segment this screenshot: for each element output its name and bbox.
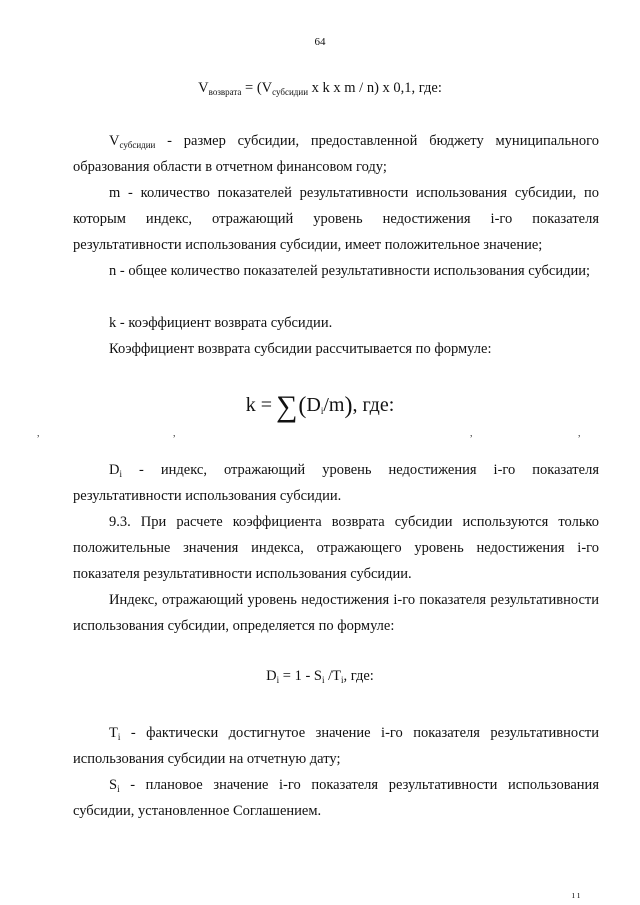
formula-text: = 1 - S <box>279 668 322 684</box>
formula-subscript: возврата <box>208 87 242 97</box>
formula-subscript: i <box>320 406 324 416</box>
formula-subscript: i <box>341 675 344 685</box>
scan-tick-mark: ı ı <box>572 890 581 901</box>
subscript: i <box>119 469 122 479</box>
paragraph-m: m - количество показателей результативности использования субсидии, по которым индекс, отражающий уровень недостижения i-го показателя результативности использования субсидии, имеет положительное значение; <box>73 185 599 253</box>
formula-subscript: субсидии <box>272 87 309 97</box>
paragraph-si <box>73 772 599 824</box>
paragraph-ti <box>73 720 599 772</box>
scan-tick-mark: , <box>173 428 176 439</box>
symbol: V <box>109 133 120 149</box>
formula-v-return <box>0 80 640 97</box>
paren: ( <box>298 393 307 419</box>
formula-text: /T <box>324 668 341 684</box>
paren: ) <box>344 393 353 419</box>
formula-k <box>0 392 640 422</box>
formula-symbol: D <box>266 668 277 684</box>
paragraph-9-3: 9.3. При расчете коэффициента возврата субсидии используются только положительные значения индекса, отражающего уровень недостижения i-го показателя результативности использования субсидии. <box>73 514 599 582</box>
symbol: D <box>109 462 120 478</box>
formula-symbol: D <box>306 394 321 416</box>
paragraph-k: k - коэффициент возврата субсидии. <box>109 315 333 331</box>
page-number: 64 <box>314 36 326 48</box>
formula-text: x k x m / n) x 0,1, где: <box>308 80 442 96</box>
paragraph-v-subsidy <box>73 128 599 180</box>
paragraph-text: - индекс, отражающий уровень недостижения i-го показателя результативности использования субсидии. <box>73 462 599 504</box>
formula-text: , где: <box>352 394 395 416</box>
paragraph-text: - размер субсидии, предоставленной бюджету муниципального образования области в отчетном финансовом году; <box>73 133 599 175</box>
symbol: T <box>109 725 118 741</box>
sum-symbol: ∑ <box>275 390 298 423</box>
scan-tick-mark: , <box>470 428 473 439</box>
scan-tick-mark: , <box>578 428 581 439</box>
formula-di <box>0 668 640 685</box>
formula-subscript: i <box>276 675 280 685</box>
subscript: субсидии <box>119 140 156 150</box>
formula-text: k = <box>245 394 272 416</box>
formula-text: = (V <box>241 80 273 96</box>
paragraph-di <box>73 457 599 509</box>
formula-text: /m <box>323 394 345 416</box>
subscript: i <box>117 732 121 742</box>
scan-tick-mark: , <box>37 428 40 439</box>
paragraph-index: Индекс, отражающий уровень недостижения i-го показателя результативности использования субсидии, определяется по формуле: <box>73 592 599 634</box>
subscript: i <box>117 784 120 794</box>
symbol: S <box>109 777 118 793</box>
formula-symbol: V <box>198 80 209 96</box>
formula-subscript: i <box>321 675 325 685</box>
paragraph-coefficient: Коэффициент возврата субсидии рассчитывается по формуле: <box>109 341 492 357</box>
formula-text: , где: <box>343 668 374 684</box>
paragraph-text: - фактически достигнутое значение i-го показателя результативности использования субсидии на отчетную дату; <box>73 725 599 767</box>
paragraph-n: n - общее количество показателей результативности использования субсидии; <box>109 263 591 279</box>
paragraph-text: - плановое значение i-го показателя результативности использования субсидии, установленное Соглашением. <box>73 777 599 819</box>
